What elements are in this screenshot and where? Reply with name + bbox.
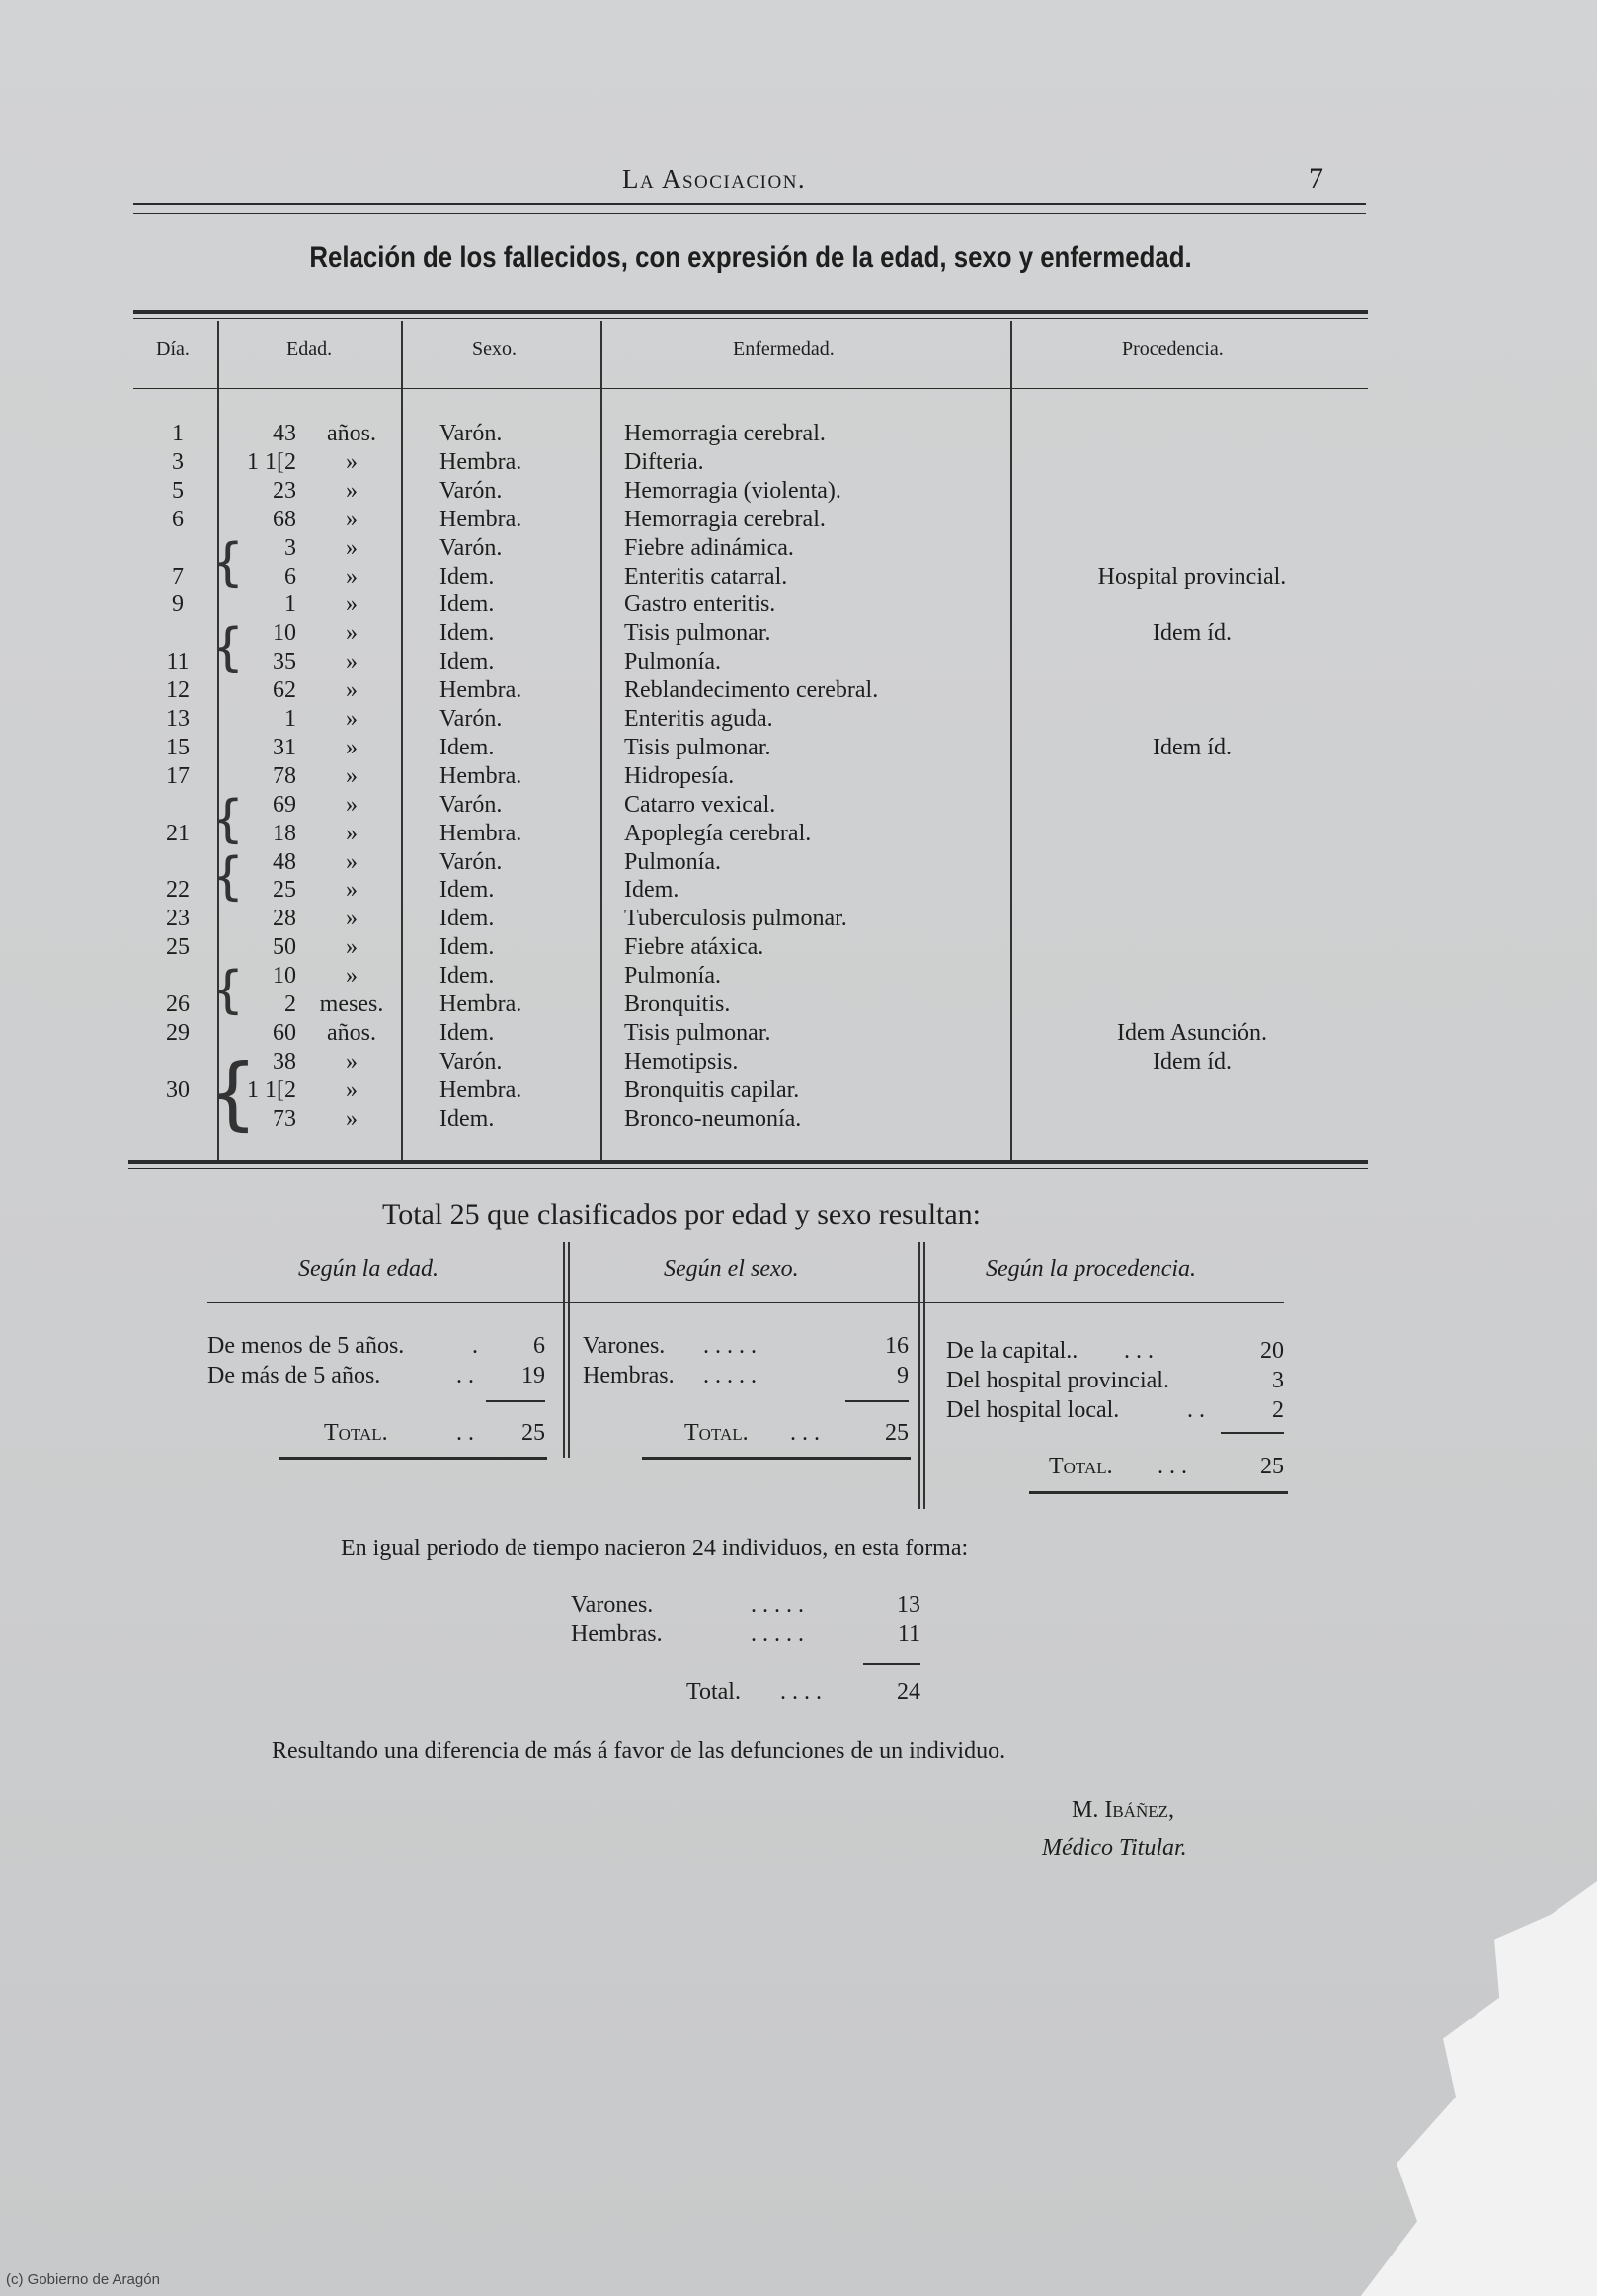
cell-enfermedad: Tisis pulmonar. [624,1019,771,1046]
cell-edad-unit: » [346,677,358,704]
cell-enfermedad: Hemotipsis. [624,1048,739,1074]
cell-edad-num: 38 [273,1048,296,1074]
cell-edad-unit: » [346,791,358,818]
proc-total-dots: . . . [1158,1454,1187,1479]
cell-edad-unit: años. [327,1019,376,1046]
cell-enfermedad: Pulmonía. [624,649,722,675]
cell-enfermedad: Hidropesía. [624,762,735,789]
cell-edad-unit: » [346,506,358,532]
cell-sexo: Varón. [439,848,503,875]
summary-divider-2b [923,1242,925,1509]
col-header-edad: Edad. [286,338,333,359]
cell-sexo: Hembra. [439,448,522,475]
cell-sexo: Varón. [439,534,503,561]
cell-edad-unit: » [346,1105,358,1132]
cell-sexo: Hembra. [439,820,522,846]
torn-corner [1340,1881,1597,2296]
col-divider-4 [1010,321,1012,1162]
table-top-rule [133,310,1368,314]
cell-procedencia: Idem íd. [1153,734,1232,760]
cell-sexo: Idem. [439,1105,495,1132]
cell-enfermedad: Apoplegía cerebral. [624,820,812,846]
edad-row-dots: . . [456,1363,474,1388]
edad-row-label: De más de 5 años. [207,1363,381,1388]
cell-edad-num: 31 [273,734,296,760]
cell-sexo: Idem. [439,649,495,675]
header-rule-thin [133,213,1366,214]
edad-total-dots: . . [456,1420,474,1446]
cell-edad-num: 69 [273,791,296,818]
cell-edad-unit: » [346,477,358,504]
edad-total-label: Total. [324,1420,388,1446]
cell-dia: 23 [166,906,190,932]
proc-row-value: 20 [1260,1338,1284,1364]
sexo-row-label: Varones. [583,1333,666,1359]
cell-edad-num: 6 [284,563,296,590]
summary-divider-1b [568,1242,570,1458]
col-divider-1 [217,321,219,1162]
cell-sexo: Idem. [439,620,495,647]
cell-enfermedad: Difteria. [624,448,704,475]
brace-day-11: { [211,618,245,677]
cell-edad-unit: » [346,963,358,990]
proc-row-label: Del hospital local. [946,1397,1120,1423]
cell-edad-num: 10 [273,963,296,990]
proc-total-value: 25 [1260,1454,1284,1479]
cell-dia: 29 [166,1019,190,1046]
births-total-label: Total. [686,1679,741,1704]
cell-dia: 30 [166,1076,190,1103]
cell-sexo: Hembra. [439,1076,522,1103]
summary-heading-sexo: Según el sexo. [664,1256,799,1282]
sexo-total-value: 25 [885,1420,909,1446]
proc-row-dots: . . . [1124,1338,1154,1364]
cell-sexo: Hembra. [439,762,522,789]
cell-sexo: Hembra. [439,506,522,532]
edad-total-value: 25 [521,1420,545,1446]
cell-edad-num: 48 [273,848,296,875]
cell-dia: 6 [172,506,184,532]
cell-edad-num: 28 [273,906,296,932]
page-number: 7 [1309,162,1323,195]
cell-edad-num: 3 [284,534,296,561]
sexo-row-dots: . . . . . [703,1333,757,1359]
summary-divider-1a [563,1242,565,1458]
cell-enfermedad: Hemorragia cerebral. [624,506,826,532]
proc-sum-rule [1221,1432,1284,1434]
summary-divider-2a [918,1242,920,1509]
cell-dia: 1 [172,421,184,446]
births-sum-rule [863,1663,920,1665]
cell-edad-unit: » [346,820,358,846]
cell-dia: 25 [166,934,190,961]
cell-enfermedad: Catarro vexical. [624,791,776,818]
births-hembras-label: Hembras. [571,1622,663,1647]
col-header-procedencia: Procedencia. [1122,338,1224,359]
cell-sexo: Hembra. [439,677,522,704]
sexo-sum-rule [845,1400,909,1402]
births-hembras-dots: . . . . . [751,1622,804,1647]
cell-sexo: Hembra. [439,991,522,1017]
sexo-total-label: Total. [684,1420,749,1446]
signature-name: M. Ibáñez, [1072,1797,1174,1823]
sexo-row-value: 9 [897,1363,909,1388]
cell-dia: 3 [172,448,184,475]
cell-edad-unit: » [346,592,358,618]
cell-edad-num: 25 [273,877,296,904]
cell-edad-unit: meses. [319,991,384,1017]
births-varones-label: Varones. [571,1592,654,1618]
cell-enfermedad: Tisis pulmonar. [624,734,771,760]
col-divider-3 [600,321,602,1162]
cell-procedencia: Hospital provincial. [1097,563,1287,590]
brace-day-21: { [211,790,245,849]
cell-sexo: Idem. [439,1019,495,1046]
edad-row-value: 6 [533,1333,545,1359]
table-bottom-rule [128,1160,1368,1164]
cell-dia: 15 [166,734,190,760]
cell-edad-unit: » [346,448,358,475]
brace-day-7: { [211,533,245,593]
cell-dia: 9 [172,592,184,618]
cell-sexo: Varón. [439,421,503,446]
sexo-row-label: Hembras. [583,1363,675,1388]
running-header-title: La Asociacion. [622,164,807,194]
cell-enfermedad: Fiebre atáxica. [624,934,764,961]
cell-enfermedad: Tuberculosis pulmonar. [624,906,847,932]
cell-edad-num: 1 1[2 [247,1076,296,1103]
cell-edad-num: 78 [273,762,296,789]
cell-edad-num: 1 [284,592,296,618]
cell-edad-num: 73 [273,1105,296,1132]
cell-sexo: Idem. [439,906,495,932]
signature-role: Médico Titular. [1042,1835,1187,1861]
cell-edad-num: 18 [273,820,296,846]
brace-day-30: { [207,1047,258,1139]
cell-dia: 22 [166,877,190,904]
table-title: Relación de los fallecidos, con expresión de la edad, sexo y enfermedad. [309,241,1192,274]
sexo-total-rule [642,1457,911,1460]
cell-enfermedad: Pulmonía. [624,848,722,875]
cell-edad-unit: » [346,762,358,789]
col-header-sexo: Sexo. [472,338,517,359]
edad-sum-rule [486,1400,545,1402]
brace-day-22: { [211,847,245,907]
cell-edad-unit: » [346,563,358,590]
cell-edad-num: 62 [273,677,296,704]
col-header-dia: Día. [156,338,190,359]
cell-enfermedad: Hemorragia cerebral. [624,421,826,446]
cell-enfermedad: Enteritis catarral. [624,563,788,590]
sexo-row-value: 16 [885,1333,909,1359]
cell-sexo: Varón. [439,791,503,818]
cell-edad-unit: » [346,1048,358,1074]
proc-row-value: 2 [1272,1397,1284,1423]
cell-edad-unit: » [346,734,358,760]
cell-edad-unit: » [346,906,358,932]
births-varones-dots: . . . . . [751,1592,804,1618]
cell-sexo: Idem. [439,877,495,904]
cell-edad-unit: » [346,1076,358,1103]
cell-dia: 21 [166,820,190,846]
cell-edad-unit: » [346,706,358,732]
header-rule [133,203,1366,205]
summary-heading-edad: Según la edad. [298,1256,439,1282]
cell-sexo: Varón. [439,706,503,732]
cell-dia: 12 [166,677,190,704]
cell-enfermedad: Bronco-neumonía. [624,1105,802,1132]
cell-dia: 13 [166,706,190,732]
cell-dia: 11 [166,649,190,675]
births-varones-value: 13 [897,1592,920,1618]
births-hembras-value: 11 [897,1622,920,1647]
cell-edad-num: 23 [273,477,296,504]
cell-edad-unit: » [346,620,358,647]
cell-procedencia: Idem íd. [1153,620,1232,647]
edad-row-value: 19 [521,1363,545,1388]
edad-total-rule [279,1457,547,1460]
cell-enfermedad: Bronquitis. [624,991,731,1017]
summary-title: Total 25 que clasificados por edad y sexo resultan: [381,1198,982,1230]
table-bottom-rule-thin [128,1168,1368,1169]
cell-procedencia: Idem Asunción. [1117,1019,1267,1046]
proc-row-value: 3 [1272,1368,1284,1393]
cell-sexo: Varón. [439,477,503,504]
cell-dia: 17 [166,762,190,789]
cell-sexo: Idem. [439,734,495,760]
proc-total-label: Total. [1049,1454,1113,1479]
conclusion-text: Resultando una diferencia de más á favor de las defunciones de un individuo. [272,1738,1006,1764]
births-total-dots: . . . . [780,1679,822,1704]
cell-edad-unit: » [346,649,358,675]
cell-edad-num: 10 [273,620,296,647]
cell-edad-num: 50 [273,934,296,961]
cell-edad-unit: años. [327,421,376,446]
cell-edad-num: 60 [273,1019,296,1046]
cell-edad-num: 1 1[2 [247,448,296,475]
cell-edad-num: 43 [273,421,296,446]
cell-enfermedad: Hemorragia (violenta). [624,477,841,504]
col-divider-2 [401,321,403,1162]
cell-edad-num: 35 [273,649,296,675]
proc-row-label: Del hospital provincial. [946,1368,1169,1393]
cell-edad-num: 2 [284,991,296,1017]
cell-enfermedad: Reblandecimento cerebral. [624,677,879,704]
proc-row-dots: . . [1187,1397,1205,1423]
births-total-value: 24 [897,1679,920,1704]
summary-header-rule [207,1302,1284,1303]
sexo-total-dots: . . . [790,1420,820,1446]
proc-total-rule [1029,1491,1288,1494]
cell-enfermedad: Gastro enteritis. [624,592,776,618]
cell-sexo: Idem. [439,563,495,590]
cell-edad-unit: » [346,934,358,961]
cell-enfermedad: Tisis pulmonar. [624,620,771,647]
births-intro: En igual periodo de tiempo nacieron 24 individuos, en esta forma: [341,1536,969,1561]
col-header-enfermedad: Enfermedad. [733,338,835,359]
edad-row-label: De menos de 5 años. [207,1333,405,1359]
cell-enfermedad: Idem. [624,877,679,904]
watermark: (c) Gobierno de Aragón [6,2271,160,2288]
cell-edad-num: 1 [284,706,296,732]
cell-enfermedad: Enteritis aguda. [624,706,773,732]
cell-sexo: Idem. [439,934,495,961]
table-top-rule-thin [133,318,1368,319]
cell-sexo: Varón. [439,1048,503,1074]
cell-dia: 7 [172,563,184,590]
cell-edad-num: 68 [273,506,296,532]
cell-dia: 5 [172,477,184,504]
cell-dia: 26 [166,991,190,1017]
cell-enfermedad: Fiebre adinámica. [624,534,794,561]
header-separator [133,388,1368,389]
cell-sexo: Idem. [439,592,495,618]
cell-edad-unit: » [346,534,358,561]
cell-edad-unit: » [346,848,358,875]
cell-sexo: Idem. [439,963,495,990]
proc-row-label: De la capital.. [946,1338,1078,1364]
summary-heading-procedencia: Según la procedencia. [986,1256,1197,1282]
cell-enfermedad: Bronquitis capilar. [624,1076,800,1103]
cell-procedencia: Idem íd. [1153,1048,1232,1074]
edad-row-dots: . [472,1333,478,1359]
sexo-row-dots: . . . . . [703,1363,757,1388]
cell-enfermedad: Pulmonía. [624,963,722,990]
brace-day-26: { [211,961,245,1020]
cell-edad-unit: » [346,877,358,904]
